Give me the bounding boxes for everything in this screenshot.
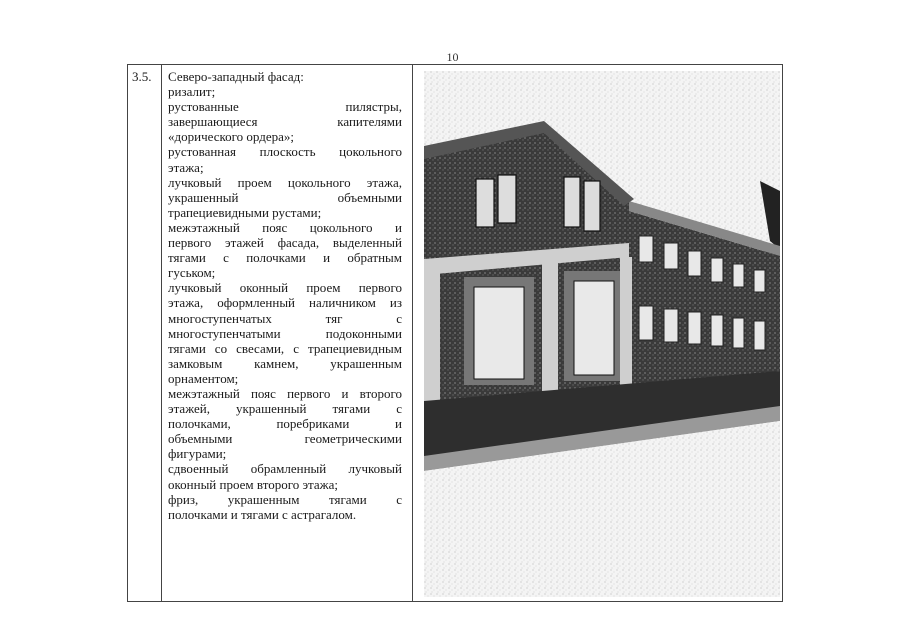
description-line: рустованная плоскость цокольного — [168, 144, 402, 160]
description-line: лучковый оконный проем первого — [168, 280, 402, 296]
description-line: лучковый проем цокольного этажа, — [168, 174, 402, 190]
description-line: оконный проем второго этажа; — [168, 476, 339, 492]
description-line: межэтажный пояс цокольного и — [168, 219, 402, 235]
description-line: этажа; — [168, 159, 204, 175]
description-line: объемными геометрическими — [168, 431, 402, 447]
column-divider — [412, 65, 413, 601]
description-line: тягами с полочками и обратным — [168, 250, 402, 266]
description-line: полочками и тягами с астрагалом. — [168, 506, 357, 522]
description-line: фриз, украшенным тягами с — [168, 491, 402, 507]
description-line: трапециевидными рустами; — [168, 204, 322, 220]
description-line: гуськом; — [168, 265, 216, 281]
description-line: этажей, украшенный тягами с — [168, 401, 402, 417]
description-line: орнаментом; — [168, 370, 239, 386]
column-divider — [161, 65, 162, 601]
description-line: полочками, поребриками и — [168, 416, 402, 432]
description-table — [127, 64, 783, 602]
description-line: Северо-западный фасад: — [168, 69, 304, 84]
description-line: украшенный объемными — [168, 189, 402, 205]
description-line: первого этажей фасада, выделенный — [168, 235, 402, 251]
description-line: рустованные пилястры, — [168, 99, 402, 115]
description-line: многоступенчатых тяг с — [168, 310, 402, 326]
description-line: завершающиеся капителями — [168, 114, 402, 130]
description-line: тягами со свесами, с трапециевидным — [168, 340, 402, 356]
description-line: фигурами; — [168, 446, 227, 462]
description-line: замковым камнем, украшенным — [168, 355, 402, 371]
description-line: ризалит; — [168, 84, 216, 100]
facade-description — [168, 69, 402, 522]
row-number: 3.5. — [132, 69, 152, 84]
building-facade-photo — [424, 71, 780, 597]
description-line: «дорического ордера»; — [168, 129, 294, 145]
page-number: 10 — [446, 50, 459, 64]
description-line: этажа, оформленный наличником из — [168, 295, 402, 311]
description-line: межэтажный пояс первого и второго — [168, 385, 402, 401]
description-line: сдвоенный обрамленный лучковый — [168, 461, 402, 477]
description-line: многоступенчатыми подоконными — [168, 325, 402, 341]
